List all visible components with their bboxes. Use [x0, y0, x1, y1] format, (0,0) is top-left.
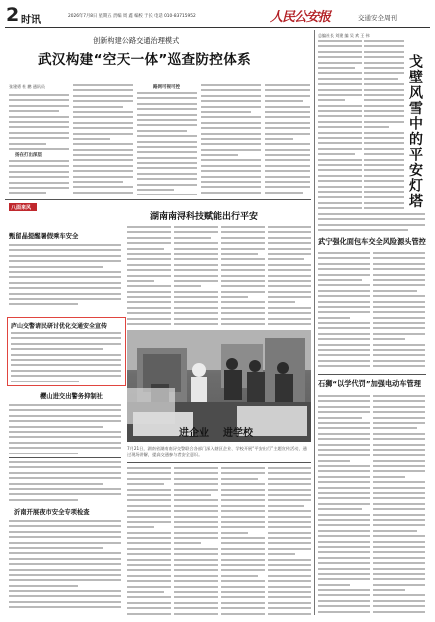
page-number: 2: [6, 4, 20, 26]
highlighted-story-text: [11, 332, 121, 382]
right-header-line: 总编社长 刘建 编 吴 欢 王 伟: [318, 33, 370, 38]
left-story-5-top: [9, 461, 121, 503]
right-story-2-col-2: [373, 395, 425, 615]
vertical-headline: 戈壁风雪中的平安灯塔: [407, 54, 423, 209]
right-story-2-col-1: [318, 395, 370, 615]
left-story-4: [9, 404, 121, 454]
center-col-4: [268, 226, 311, 326]
left-headline-4: 樱山进交出警务抑制社: [40, 393, 103, 400]
lead-column-1b: [9, 160, 69, 196]
lead-column-5: [265, 84, 310, 195]
news-photo: [127, 330, 311, 442]
left-story-5: [9, 520, 121, 612]
paper-logo: 人民公安报: [270, 10, 331, 25]
right-story-1-col-1: [318, 252, 370, 370]
right-headline-2: 石狮“以学代罚”加强电动车管理: [318, 379, 421, 388]
masthead-rule: [5, 27, 430, 28]
photo-caption: 7月21日，湖南省湖南南浔交警联合各部门深入辖区企业、学校开展“平安出行”主题宣传活动，通过现场讲解，提高交通参与者安全意识。: [127, 446, 307, 457]
left-headline-3: 庐山交警请民研讨优化交通安全宣传: [11, 323, 108, 330]
center-col-2: [174, 226, 218, 326]
section-label-box: [9, 203, 37, 211]
center-lower-col-1: [127, 467, 171, 615]
right-headline-1: 武宁强化面包车交全风险源头管控: [318, 237, 426, 246]
left-rule: [9, 457, 121, 458]
photo-sign-1: 进企业: [179, 428, 209, 439]
lead-column-4: [201, 84, 261, 195]
center-lower-col-3: [221, 467, 265, 615]
masthead: [0, 0, 435, 30]
right-column-divider: [314, 30, 315, 615]
center-lower-col-2: [174, 467, 218, 615]
section-name: 时讯: [21, 15, 41, 26]
lead-kicker: 创新构建公路交通治理模式: [93, 36, 180, 45]
page-number-badge: [6, 4, 21, 26]
left-headline-1: 甄留晶提醒暑假乘车安全: [9, 233, 79, 240]
photo-sign-2: 进学校: [223, 428, 253, 439]
center-col-1: [127, 226, 171, 326]
lead-column-2: [73, 84, 133, 195]
lead-subhead-2: 路网可视可控: [153, 85, 180, 90]
center-col-3: [221, 226, 265, 326]
center-headline: 湖南南浔科技赋能出行平安: [150, 212, 259, 222]
lead-bottom-rule: [5, 199, 311, 200]
lead-byline: 张建勇 杜 鹏 通讯员: [9, 84, 45, 89]
section-label: 八面来风: [11, 204, 32, 211]
center-lower-rule: [127, 462, 311, 463]
center-lower-col-4: [268, 467, 311, 615]
lead-column-3: [137, 92, 197, 195]
right-feature-column-3: [318, 213, 425, 233]
right-mid-rule: [318, 374, 426, 375]
right-feature-column-2: [364, 40, 404, 210]
left-headline-5: 沂南开展夜市安全专项检查: [14, 509, 90, 516]
date-line: 2026年7月8日 星期五 责编 周 鑫 编校 于长 电话 010-83715952: [68, 14, 196, 19]
lead-subhead-1: 扬在打出深层: [15, 153, 42, 158]
right-story-1-col-2: [373, 252, 425, 370]
left-story-1: [9, 244, 121, 306]
lead-column-1: [9, 94, 69, 150]
right-feature-column-1: [318, 40, 362, 210]
paper-subtitle: 交通安全周刊: [358, 14, 397, 22]
lead-headline: 武汉构建“空天一体”巡查防控体系: [38, 52, 251, 68]
photo-scene-graphic: [127, 330, 311, 442]
